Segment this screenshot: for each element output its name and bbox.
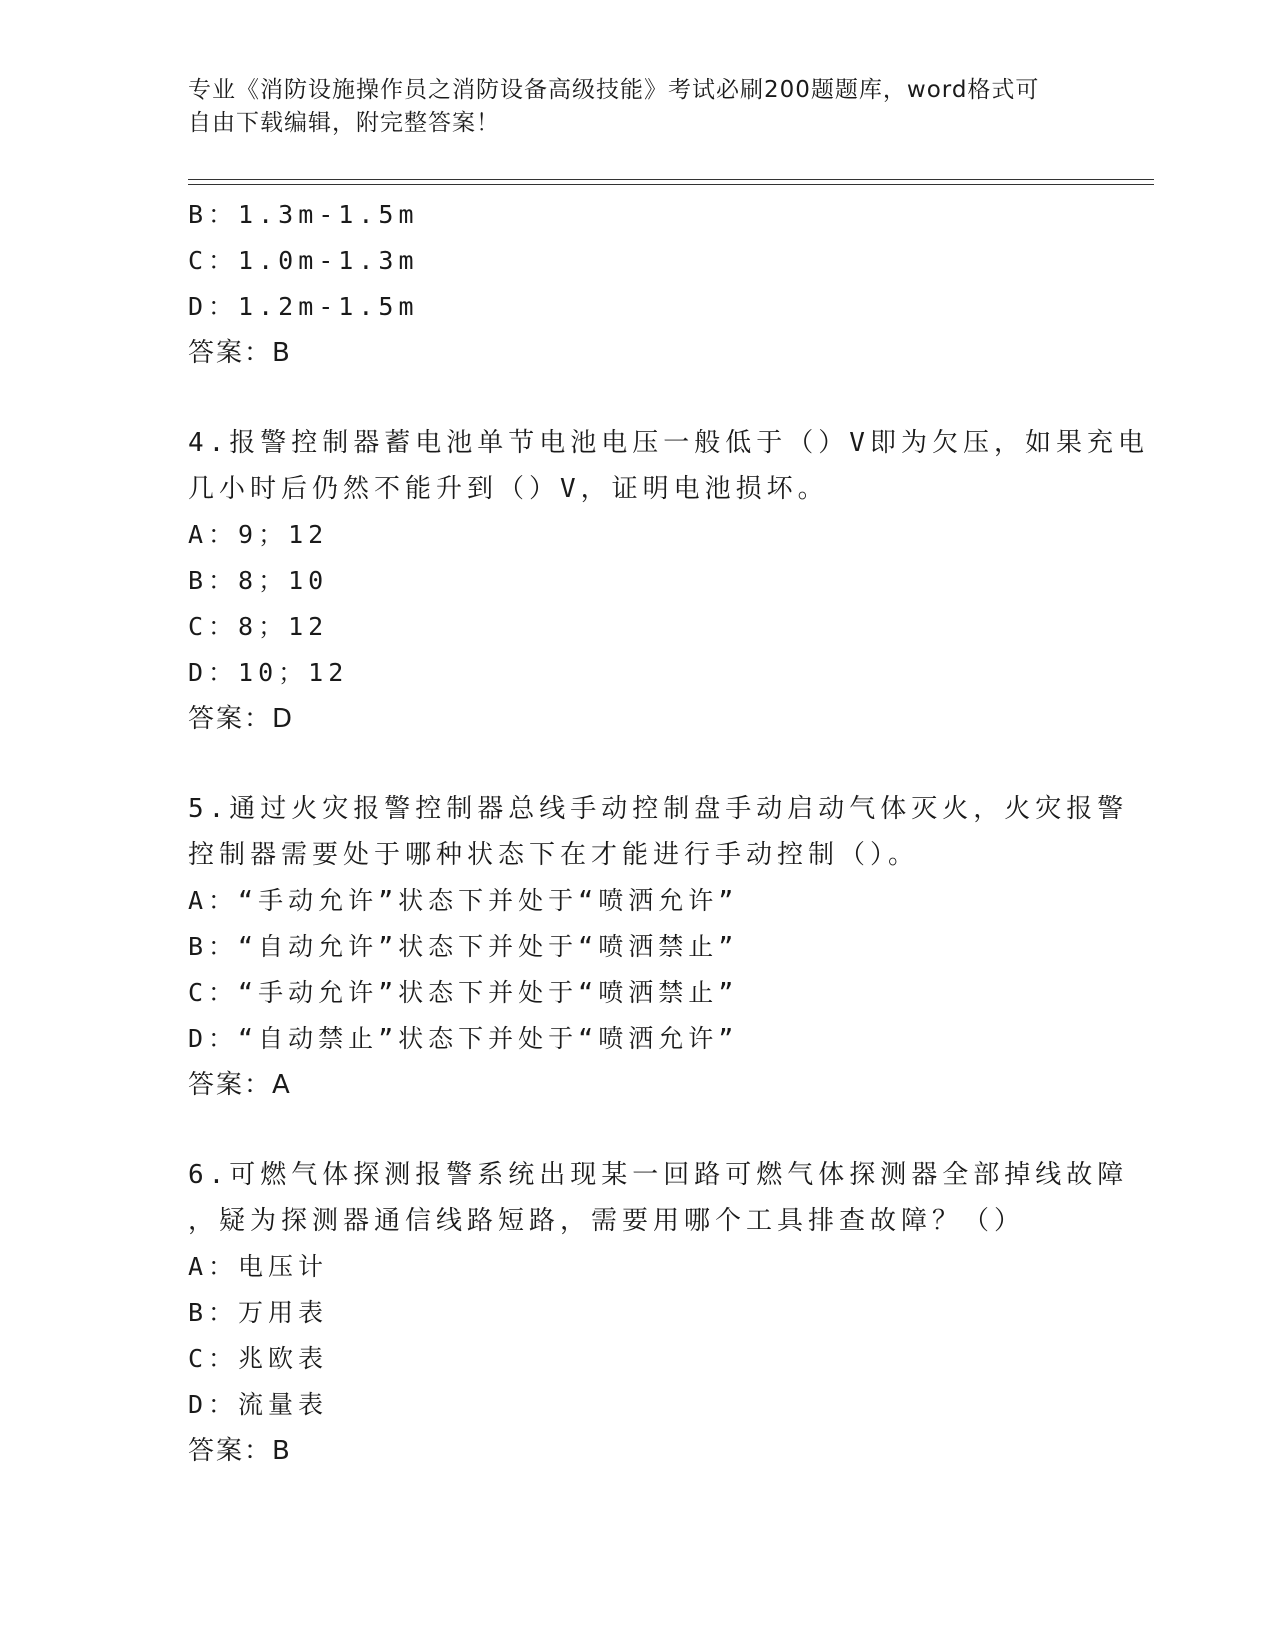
option-d: D：1.2m-1.5m (188, 292, 419, 321)
option-d: D：“自动禁止”状态下并处于“喷洒允许” (188, 1024, 739, 1053)
option-a: A：9；12 (188, 520, 329, 549)
option-c: C：8；12 (188, 612, 329, 641)
question-text-line-2: ，疑为探测器通信线路短路，需要用哪个工具排查故障？（） (188, 1206, 1026, 1236)
option-b: B：8；10 (188, 566, 329, 595)
header-title-line-2: 自由下载编辑，附完整答案！ (188, 110, 500, 136)
question-text-line-1: 4.报警控制器蓄电池单节电池电压一般低于（）V即为欠压，如果充电 (188, 428, 1149, 458)
question-text-line-2: 几小时后仍然不能升到（）V，证明电池损坏。 (188, 474, 829, 504)
question-text-line-2: 控制器需要处于哪种状态下在才能进行手动控制（）。 (188, 840, 920, 870)
answer-line: 答案：D (188, 704, 295, 734)
document-header (188, 74, 1088, 140)
header-divider-top (188, 179, 1154, 180)
option-d: D：流量表 (188, 1390, 329, 1419)
answer-line: 答案：B (188, 1436, 292, 1466)
option-c: C：1.0m-1.3m (188, 246, 419, 275)
option-b: B：万用表 (188, 1298, 329, 1327)
question-text-line-1: 5.通过火灾报警控制器总线手动控制盘手动启动气体灭火，火灾报警 (188, 794, 1129, 824)
option-b: B：1.3m-1.5m (188, 200, 419, 229)
question-list (188, 192, 1149, 1474)
answer-line: 答案：A (188, 1070, 292, 1100)
option-b: B：“自动允许”状态下并处于“喷洒禁止” (188, 932, 739, 961)
option-c: C：“手动允许”状态下并处于“喷洒禁止” (188, 978, 739, 1007)
header-divider-bottom (188, 184, 1154, 185)
question-text-line-1: 6.可燃气体探测报警系统出现某一回路可燃气体探测器全部掉线故障 (188, 1160, 1129, 1190)
question-5 (188, 786, 1129, 1108)
answer-line: 答案：B (188, 338, 292, 368)
option-c: C：兆欧表 (188, 1344, 329, 1373)
question-4 (188, 420, 1149, 742)
header-title-line-1: 专业《消防设施操作员之消防设备高级技能》考试必刷200题题库，word格式可 (188, 77, 1040, 103)
option-a: A：电压计 (188, 1252, 329, 1281)
option-d: D：10；12 (188, 658, 349, 687)
question-3-continuation (188, 192, 1108, 376)
question-6 (188, 1152, 1129, 1474)
option-a: A：“手动允许”状态下并处于“喷洒允许” (188, 886, 739, 915)
